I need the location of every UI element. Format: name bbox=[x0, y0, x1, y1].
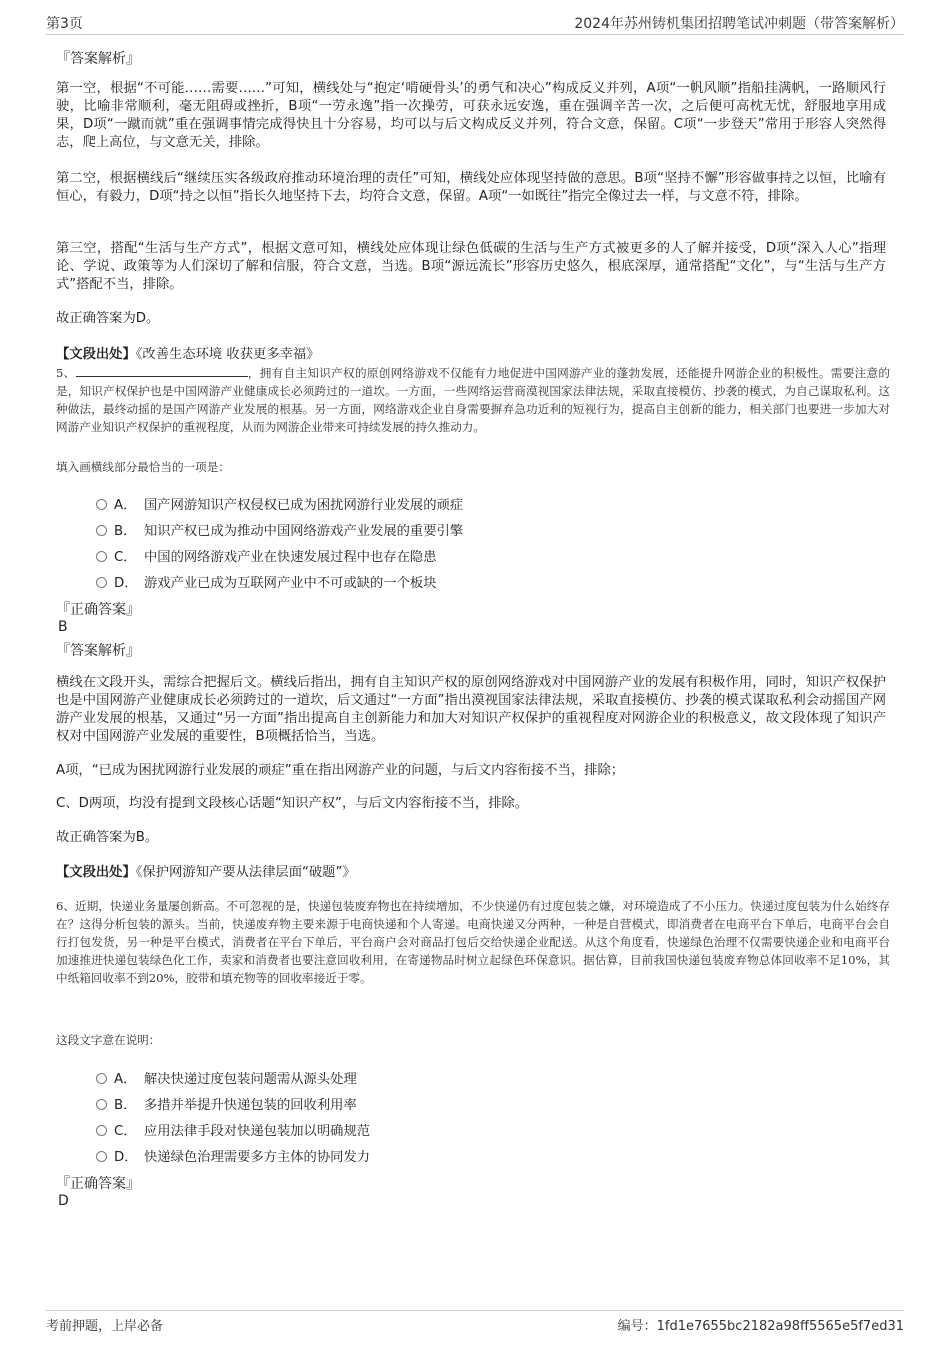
conclusion: 故正确答案为D。 bbox=[56, 311, 160, 326]
footer-slogan: 考前押题，上岸必备 bbox=[46, 1319, 164, 1334]
source-title: 《改善生态环境 收获更多幸福》 bbox=[135, 347, 320, 362]
option-key: A． bbox=[114, 498, 137, 513]
option-d[interactable] bbox=[96, 1146, 856, 1166]
analysis-tag: 『答案解析』 bbox=[56, 51, 140, 67]
option-text: 多措并举提升快递包装的回收利用率 bbox=[144, 1098, 357, 1113]
option-text: 中国的网络游戏产业在快速发展过程中也存在隐患 bbox=[144, 550, 437, 565]
option-d[interactable] bbox=[96, 572, 856, 592]
analysis-paragraph: 横线在文段开头，需综合把握后文。横线后指出，拥有自主知识产权的原创网络游戏对中国网游产业的发展有积极作用，同时，知识产权保护也是中国网游产业健康成长必须跨过的一道坎，后文通过“一方面”指出漠视国家法律法规，采取直接模仿、抄袭的模式谋取私利会动摇国产网游产业发展的根基，又通过“另一方面”指出提高自主创新能力和加大对知识产权保护的重视程度对网游企业的积极意义，故文段体现了知识产权对中国网游产业发展的重要性，B项概括恰当，当选。 bbox=[56, 675, 886, 744]
fill-blank bbox=[76, 364, 248, 377]
option-key: A． bbox=[114, 1072, 137, 1087]
option-key: D． bbox=[114, 1150, 138, 1165]
option-key: B． bbox=[114, 524, 137, 539]
answer-tag: 『正确答案』 bbox=[56, 602, 140, 618]
option-b[interactable] bbox=[96, 520, 856, 540]
analysis-paragraph: 第二空，根据横线后“继续压实各级政府推动环境治理的责任”可知，横线处应体现坚持做的意思。B项“坚持不懈”形容做事持之以恒，比喻有恒心，有毅力，D项“持之以恒”指长久地坚持下去，均符合文意，保留。A项“一如既往”指完全像过去一样，与文意不符，排除。 bbox=[56, 171, 886, 204]
radio-icon[interactable] bbox=[96, 1151, 107, 1162]
radio-icon[interactable] bbox=[96, 551, 107, 562]
source-line bbox=[56, 343, 886, 362]
question-number: 6、 bbox=[56, 899, 76, 913]
correct-answer: B bbox=[58, 619, 68, 635]
option-key: D． bbox=[114, 576, 138, 591]
option-b[interactable] bbox=[96, 1094, 856, 1114]
question-5-stem bbox=[56, 364, 890, 436]
analysis-paragraph: C、D两项，均没有提到文段核心话题“知识产权”，与后文内容衔接不当，排除。 bbox=[56, 796, 529, 811]
correct-answer: D bbox=[58, 1193, 69, 1209]
document-title: 2024年苏州铸机集团招聘笔试冲刺题（带答案解析） bbox=[574, 16, 904, 32]
page-number: 第3页 bbox=[46, 16, 83, 32]
analysis-paragraph: 第三空，搭配“生活与生产方式”，根据文意可知，横线处应体现让绿色低碳的生活与生产方式被更多的人了解并接受，D项“深入人心”指理论、学说、政策等为人们深切了解和信服，符合文意，当选。B项“源远流长”形容历史悠久，根底深厚，通常搭配“文化”，与“生活与生产方式”搭配不当，排除。 bbox=[56, 241, 886, 292]
option-key: C． bbox=[114, 1124, 137, 1139]
question-6-stem bbox=[56, 897, 890, 987]
option-key: C． bbox=[114, 550, 137, 565]
analysis-tag: 『答案解析』 bbox=[56, 643, 140, 659]
option-c[interactable] bbox=[96, 546, 856, 566]
source-label: 【文段出处】 bbox=[56, 865, 136, 880]
option-text: 应用法律手段对快递包装加以明确规范 bbox=[144, 1124, 371, 1139]
document-id: 编号：1fd1e7655bc2182a98ff5565e5f7ed31 bbox=[617, 1319, 904, 1334]
option-text: 快递绿色治理需要多方主体的协同发力 bbox=[144, 1150, 371, 1165]
option-c[interactable] bbox=[96, 1120, 856, 1140]
page-footer bbox=[46, 1310, 904, 1335]
question-text: 近期，快递业务量屡创新高。不可忽视的是，快递包装废弃物也在持续增加，不少快递仍有过度包装之嫌，对环境造成了不小压力。快递过度包装为什么始终存在？这得分析包装的源头。当前，快递废弃物主要来源于电商快递和个人寄递。电商快递又分两种，一种是自营模式，即消费者在电商平台下单后，电商平台会自行打包发货，另一种是平台模式，消费者在平台下单后，平台商户会对商品打包后交给快递企业配送。从这个角度看，快递绿色治理不仅需要快递企业和电商平台加速推进快递包装绿色化工作，卖家和消费者也要注意回收利用，在寄递物品时树立起绿色环保意识。据估算，目前我国快递包装废弃物总体回收率不足10%，其中纸箱回收率不到20%，胶带和填充物等的回收率接近于零。 bbox=[56, 899, 890, 985]
source-title: 《保护网游知产要从法律层面“破题”》 bbox=[135, 865, 356, 880]
analysis-paragraph: A项，“已成为困扰网游行业发展的顽症”重在指出网游产业的问题，与后文内容衔接不当，排除； bbox=[56, 763, 625, 778]
question-prompt: 填入画横线部分最恰当的一项是： bbox=[56, 460, 230, 474]
radio-icon[interactable] bbox=[96, 1099, 107, 1110]
radio-icon[interactable] bbox=[96, 1073, 107, 1084]
page-header bbox=[46, 12, 904, 35]
question-number: 5、 bbox=[56, 366, 76, 380]
option-key: B． bbox=[114, 1098, 137, 1113]
answer-tag: 『正确答案』 bbox=[56, 1176, 140, 1192]
radio-icon[interactable] bbox=[96, 525, 107, 536]
radio-icon[interactable] bbox=[96, 1125, 107, 1136]
source-line bbox=[56, 861, 886, 880]
source-label: 【文段出处】 bbox=[56, 347, 136, 362]
analysis-paragraph: 第一空，根据“不可能……需要……”可知，横线处与“抱定‘啃硬骨头’的勇气和决心”构成反义并列，A项“一帆风顺”指船挂满帆，一路顺风行驶，比喻非常顺利，毫无阻碍或挫折，B项“一劳永逸”指一次操劳，可获永远安逸，重在强调辛苦一次，之后便可高枕无忧，舒服地享用成果，D项“一蹴而就”重在强调事情完成得快且十分容易，均可以与后文构成反义并列，符合文意，保留。C项“一步登天”常用于形容人突然得志，爬上高位，与文意无关，排除。 bbox=[56, 81, 886, 150]
conclusion: 故正确答案为B。 bbox=[56, 830, 159, 845]
option-a[interactable] bbox=[96, 1068, 856, 1088]
radio-icon[interactable] bbox=[96, 577, 107, 588]
option-a[interactable] bbox=[96, 494, 856, 514]
option-text: 游戏产业已成为互联网产业中不可或缺的一个板块 bbox=[144, 576, 437, 591]
option-text: 知识产权已成为推动中国网络游戏产业发展的重要引擎 bbox=[144, 524, 464, 539]
radio-icon[interactable] bbox=[96, 499, 107, 510]
option-text: 国产网游知识产权侵权已成为困扰网游行业发展的顽症 bbox=[144, 498, 464, 513]
question-prompt: 这段文字意在说明： bbox=[56, 1033, 161, 1047]
question-text: ，拥有自主知识产权的原创网络游戏不仅能有力地促进中国网游产业的蓬勃发展，还能提升网游企业的积极性。需要注意的是，知识产权保护也是中国网游产业健康成长必须跨过的一道坎。一方面，一些网络运营商漠视国家法律法规，采取直接模仿、抄袭的模式，为自己谋取私利。这种做法，最终动摇的是国产网游产业发展的根基。另一方面，网络游戏企业自身需要摒弃急功近利的短视行为，提高自主创新的能力，相关部门也要进一步加大对网游产业知识产权保护的重视程度，从而为网游企业带来可持续发展的持久推动力。 bbox=[56, 366, 890, 434]
option-text: 解决快递过度包装问题需从源头处理 bbox=[144, 1072, 357, 1087]
